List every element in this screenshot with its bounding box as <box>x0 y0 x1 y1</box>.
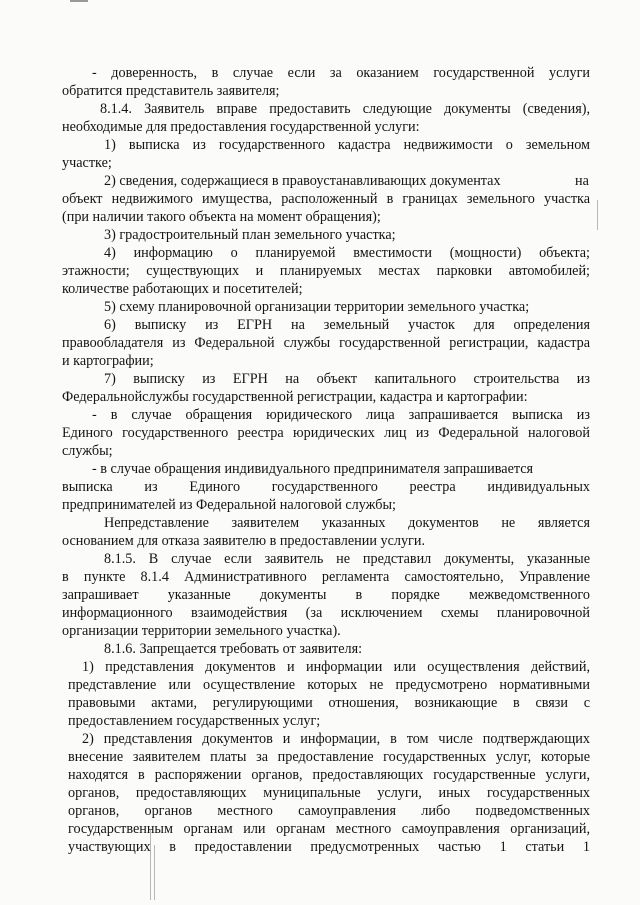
text-line: организации территории земельного участка). <box>62 623 341 639</box>
text-line: органов, предоставляющих муниципальные услуги, иных государственных <box>68 785 590 801</box>
text-line: в пункте 8.1.4 Административного регламента самостоятельно, Управление <box>62 569 590 585</box>
text-line: 6) выписку из ЕГРН на земельный участок для определения <box>104 317 590 333</box>
text-line: 8.1.5. В случае если заявитель не представил документы, указанные <box>104 551 590 567</box>
text-line: 3) градостроительный план земельного участка; <box>104 227 396 243</box>
text-line: 2) сведения, содержащиеся в правоустанавливающих документах <box>104 173 501 189</box>
text-line: необходимые для предоставления государственной услуги: <box>62 119 420 135</box>
text-line: представление или осуществление которых не предусмотрено нормативными <box>68 677 590 693</box>
text-line: правообладателя из Федеральной службы государственной регистрации, кадастра <box>62 335 590 351</box>
text-line: - в случае обращения юридического лица запрашивается выписка из <box>92 407 590 423</box>
text-line: запрашивает указанные документы в порядке межведомственного <box>62 587 590 603</box>
text-line: выписка из Единого государственного реестра индивидуальных <box>62 479 590 495</box>
text-line: Непредставление заявителем указанных документов не является <box>104 515 590 531</box>
text-line: 1) выписка из государственного кадастра недвижимости о земельном <box>104 137 590 153</box>
text-line: находятся в распоряжении органов, предоставляющих государственные услуги, <box>68 767 590 783</box>
text-line: - доверенность, в случае если за оказанием государственной услуги <box>92 65 590 81</box>
text-line: службы; <box>62 443 113 459</box>
text-line: и картографии; <box>62 353 154 369</box>
text-line: участвующих в предоставлении предусмотренных частью 1 статьи 1 <box>68 839 590 855</box>
text-line: 5) схему планировочной организации территории земельного участка; <box>104 299 530 315</box>
text-line: на <box>575 173 589 189</box>
text-line: Федеральнойслужбы государственной регистрации, кадастра и картографии: <box>62 389 528 405</box>
text-line: основанием для отказа заявителю в предоставлении услуги. <box>62 533 426 549</box>
text-line: 2) представления документов и информации, в том числе подтверждающих <box>82 731 590 747</box>
text-line: - в случае обращения индивидуального предпринимателя запрашивается <box>92 461 534 477</box>
text-line: 7) выписку из ЕГРН на объект капитального строительства из <box>104 371 590 387</box>
text-line: предпринимателей из Федеральной налоговой службы; <box>62 497 396 513</box>
text-line: этажности; существующих и планируемых местах парковки автомобилей; <box>62 263 590 279</box>
text-line: (при наличии такого объекта на момент обращения); <box>62 209 381 225</box>
text-line: 8.1.6. Запрещается требовать от заявителя: <box>104 641 363 657</box>
text-line: Единого государственного реестра юридических лиц из Федеральной налоговой <box>62 425 590 441</box>
text-line: правовыми актами, регулирующими отношения, возникающие в связи с <box>68 695 590 711</box>
text-line: внесение заявителем платы за предоставление государственных услуг, которые <box>68 749 590 765</box>
text-line: обратится представитель заявителя; <box>62 83 280 99</box>
text-line: 1) представления документов и информации или осуществления действий, <box>82 659 590 675</box>
text-line: объект недвижимого имущества, расположенный в границах земельного участка <box>62 191 590 207</box>
text-line: количестве работающих и посетителей; <box>62 281 303 297</box>
text-line: 8.1.4. Заявитель вправе предоставить следующие документы (сведения), <box>100 101 590 117</box>
scan-mark <box>70 0 88 2</box>
text-line: участке; <box>62 155 112 171</box>
text-line: информационного взаимодействия (за исключением схемы планировочной <box>62 605 590 621</box>
text-line: государственным органам или органам местного самоуправления организаций, <box>68 821 590 837</box>
text-line: 4) информацию о планируемой вместимости (мощности) объекта; <box>104 245 590 261</box>
text-line: органов, органов местного самоуправления либо подведомственных <box>68 803 590 819</box>
scan-mark <box>597 200 598 230</box>
text-line: предоставлением государственных услуг; <box>68 713 321 729</box>
